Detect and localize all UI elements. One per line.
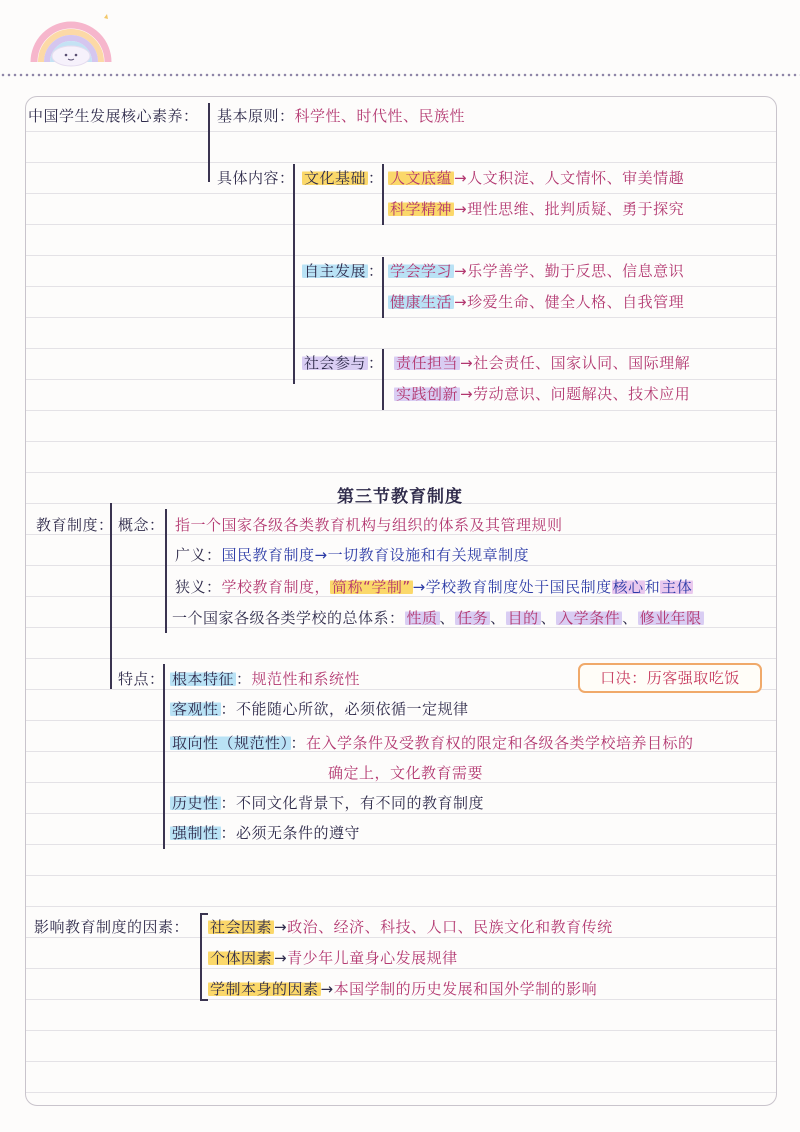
bracket-features (163, 664, 165, 849)
bracket-society (382, 349, 384, 410)
features-label: 特点： (118, 670, 165, 688)
edu-system-root: 教育制度： (36, 516, 114, 534)
feature-fundamental: 根本特征 ：规范性和系统性 (172, 670, 361, 688)
feature-objectivity: 客观性 ：不能随心所欲，必须依循一定规律 (172, 700, 469, 718)
bracket-culture (382, 164, 384, 225)
section-title: 第三节教育制度 (337, 487, 463, 507)
basic-principle: 基本原则：科学性、时代性、民族性 (217, 107, 466, 125)
group-label-culture: 文化基础 ： (304, 169, 384, 187)
feature-orientation: 取向性（规范性） ：在入学条件及受教育权的限定和各级各类学校培养目标的 (172, 734, 694, 752)
broad-sense: 广义：国民教育制度→一切教育设施和有关规章制度 (175, 546, 530, 564)
factors-root: 影响教育制度的因素： (34, 918, 190, 936)
dotted-divider (0, 73, 800, 77)
item-healthy-life: 健康生活 →珍爱生命、健全人格、自我管理 (390, 293, 685, 311)
rainbow-logo-icon (26, 10, 116, 68)
concept-label: 概念： (118, 516, 165, 534)
feature-orientation-line2: 确定上，文化教育需要 (328, 764, 484, 782)
group-label-autonomy: 自主发展 ： (304, 262, 384, 280)
bracket-core-literacy (208, 103, 210, 182)
item-learn-to-learn: 学会学习 →乐学善学、勤于反思、信息意识 (390, 262, 685, 280)
concept-definition: 指一个国家各级各类教育机构与组织的体系及其管理规则 (175, 516, 563, 534)
bracket-tick-bottom (200, 999, 208, 1001)
specific-content-label: 具体内容： (217, 169, 295, 187)
core-literacy-root: 中国学生发展核心素养： (28, 107, 199, 125)
factor-social: 社会因素 →政治、经济、科技、人口、民族文化和教育传统 (210, 918, 613, 936)
feature-history: 历史性 ：不同文化背景下，有不同的教育制度 (172, 794, 485, 812)
feature-compulsory: 强制性 ：必须无条件的遵守 (172, 824, 361, 842)
group-label-society: 社会参与 ： (304, 354, 384, 372)
narrow-sense: 狭义：学校教育制度， 简称“学制” →学校教育制度处于国民制度核心和主体 (175, 578, 693, 596)
bracket-edu-system (110, 503, 112, 689)
bracket-specific-content (293, 164, 295, 384)
item-science-spirit: 科学精神 →理性思维、批判质疑、勇于探究 (390, 200, 685, 218)
item-humanities: 人文底蕴 →人文积淀、人文情怀、审美情趣 (390, 169, 685, 187)
factor-school-system: 学制本身的因素 →本国学制的历史发展和国外学制的影响 (210, 980, 598, 998)
school-system-items: 一个国家各级各类学校的总体系： 性质 、 任务 、 目的 、 入学条件 、 修业年限 (172, 609, 702, 627)
bracket-autonomy (382, 257, 384, 318)
item-responsibility: 责任担当 →社会责任、国家认同、国际理解 (396, 354, 691, 372)
bracket-tick-top (200, 913, 208, 915)
item-practice-innovation: 实践创新 →劳动意识、问题解决、技术应用 (396, 385, 691, 403)
mnemonic-box: 口决：历客强取吃饭 (578, 663, 762, 693)
bracket-factors (200, 913, 202, 1001)
bracket-concept (165, 509, 167, 633)
factor-individual: 个体因素 →青少年儿童身心发展规律 (210, 949, 458, 967)
